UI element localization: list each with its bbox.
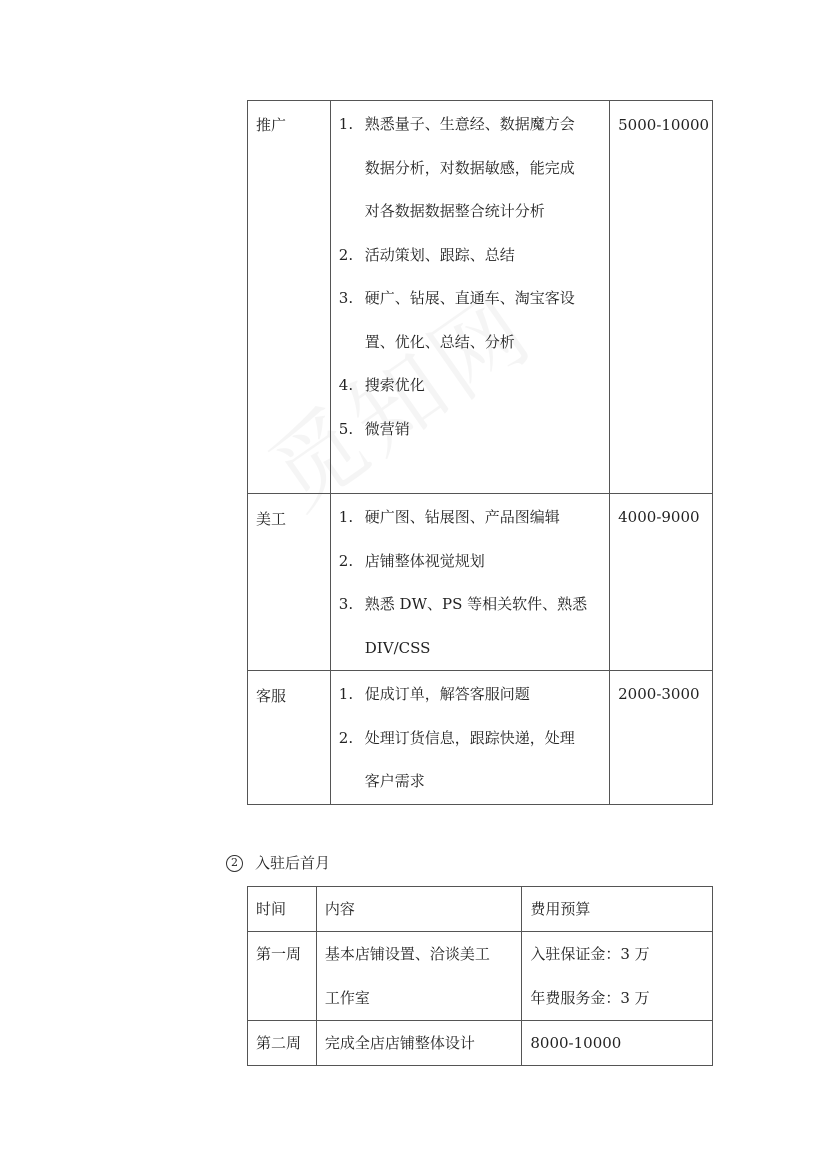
duties-cell (330, 494, 609, 671)
role-cell: 推广 (248, 101, 331, 494)
duty-item: 3. 熟悉 DW、PS 等相关软件、熟悉 DIV/CSS (338, 595, 588, 657)
duty-item: 1. 熟悉量子、生意经、数据魔方会 数据分析，对数据敏感，能完成 对各数据数据整合统计分析 (338, 115, 575, 220)
duty-item: 2. 活动策划、跟踪、总结 (338, 245, 515, 264)
salary-cell: 2000-3000 (610, 671, 713, 805)
content-cell: 基本店铺设置、洽谈美工 工作室 (316, 932, 522, 1021)
schedule-table (247, 886, 713, 1066)
column-header: 时间 (248, 887, 317, 932)
table-row (248, 101, 713, 494)
table-row (248, 932, 713, 1021)
salary-cell: 5000-10000 (610, 101, 713, 494)
duty-item: 1. 硬广图、钻展图、产品图编辑 (338, 508, 560, 526)
salary-cell: 4000-9000 (610, 494, 713, 671)
duty-item: 2. 处理订货信息，跟踪快递，处理 客户需求 (338, 728, 575, 790)
role-cell: 客服 (248, 671, 331, 805)
table-header-row (248, 887, 713, 932)
column-header: 费用预算 (522, 887, 713, 932)
duty-item: 1. 促成订单，解答客服问题 (338, 685, 530, 703)
duty-item: 2. 店铺整体视觉规划 (338, 551, 485, 570)
time-cell: 第二周 (248, 1021, 317, 1066)
budget-cell: 入驻保证金：3 万 年费服务金：3 万 (522, 932, 713, 1021)
duty-item: 3. 硬广、钻展、直通车、淘宝客设 置、优化、总结、分析 (338, 289, 575, 351)
column-header: 内容 (316, 887, 522, 932)
duties-cell (330, 671, 609, 805)
section-heading (226, 852, 330, 874)
duty-item: 4. 搜索优化 (338, 376, 425, 394)
salary-table (247, 100, 713, 805)
table-row (248, 1021, 713, 1066)
duty-item: 5. 微营销 (338, 419, 410, 438)
content-cell: 完成全店店铺整体设计 (316, 1021, 522, 1066)
section-title: 入驻后首月 (255, 854, 331, 872)
budget-cell: 8000-10000 (522, 1021, 713, 1066)
role-cell: 美工 (248, 494, 331, 671)
table-row (248, 671, 713, 805)
time-cell: 第一周 (248, 932, 317, 1021)
duties-cell (330, 101, 609, 494)
table-row (248, 494, 713, 671)
circled-number: 2 (226, 855, 243, 872)
